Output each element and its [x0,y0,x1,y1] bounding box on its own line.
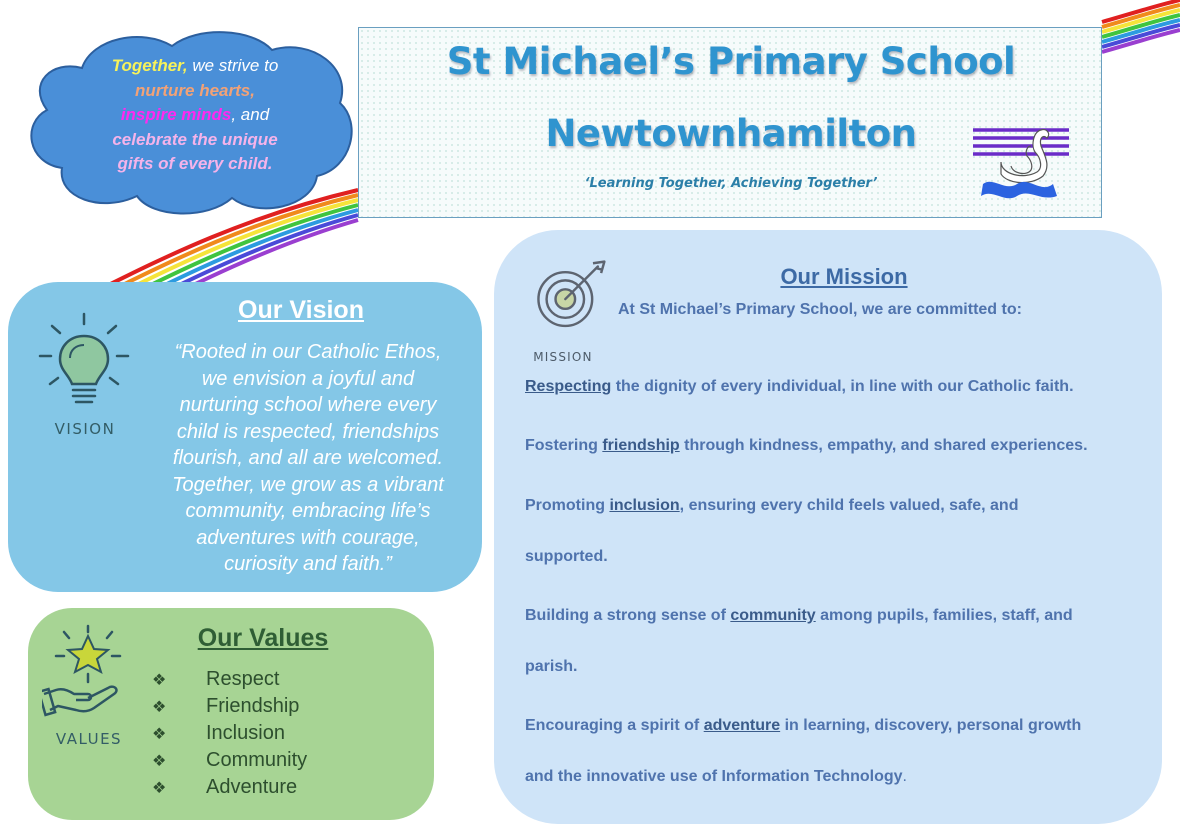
mission-text: among pupils, families, staff, and [815,607,1073,624]
vision-line: curiosity and faith.” [224,553,392,575]
school-town: Newtownhamilton [545,112,917,155]
mission-text: Fostering [525,437,603,454]
mission-title: Our Mission [780,264,908,289]
vision-line: community, embracing life’s [185,500,431,522]
mission-text: Building a strong sense of [525,607,731,624]
bullet-icon: ❖ [152,752,167,770]
vision-statement [148,339,468,578]
mission-caption: MISSION [533,350,593,364]
mission-keyword: friendship [602,437,680,454]
vision-line: we envision a joyful and [201,367,415,390]
bullet-icon: ❖ [152,698,167,716]
mission-line-inclusion-cont [525,548,1155,566]
mission-keyword: Respecting [525,378,612,395]
vision-line: Together, we grow as a vibrant [172,473,444,496]
mission-line-inclusion [525,497,1155,515]
list-item [152,693,392,720]
cloud-line-1: we strive to [187,56,279,75]
list-item [152,774,392,801]
cloud-slogan-text [70,54,320,177]
values-list [152,666,392,801]
vision-line: flourish, and all are welcomed. [172,447,444,469]
mission-text: parish. [525,658,578,675]
cloud-line-4: celebrate the unique [112,129,278,149]
vision-line: child is respected, friendships [176,420,440,443]
mission-text: through kindness, empathy, and shared experiences. [679,437,1088,454]
mission-line-respect [525,378,1155,396]
cloud-line-5: gifts of every child. [117,154,273,173]
vision-line: adventures with courage, [196,526,420,549]
mission-keyword: adventure [703,717,781,734]
list-item [152,666,392,693]
mission-text: supported. [525,548,608,565]
mission-keyword: community [730,607,816,624]
values-panel [28,608,434,820]
mission-text: Promoting [525,497,610,514]
mission-line-friendship [525,437,1155,455]
lightbulb-icon [38,312,130,412]
vision-panel [8,282,482,592]
school-motto: ‘Learning Together, Achieving Together’ [584,176,878,191]
list-item [152,747,392,774]
bullet-icon: ❖ [152,725,167,743]
vision-caption: VISION [54,420,116,438]
mission-line-community-cont [525,658,1155,676]
mission-text: Encouraging a spirit of [525,717,704,734]
bullet-icon: ❖ [152,671,167,689]
mission-text: the dignity of every individual, in line with our Catholic faith. [611,378,1074,395]
mission-text: and the innovative use of Information Technology [525,768,903,785]
value-label: Respect [206,668,280,690]
vision-line: nurturing school where every [179,394,437,416]
value-label: Adventure [206,776,298,798]
mission-keyword: inclusion [609,497,680,514]
mission-text: , ensuring every child feels valued, safe, and [679,497,1019,514]
value-label: Friendship [206,695,300,717]
value-label: Inclusion [206,722,285,744]
mission-panel [494,230,1162,824]
school-name: St Michael’s Primary School [446,40,1016,83]
slogan-cloud [22,28,360,218]
vision-title: Our Vision [238,296,364,324]
school-header [358,27,1102,218]
cloud-highlight-together: Together, [111,56,188,75]
values-caption: VALUES [55,730,123,748]
list-item [152,720,392,747]
mission-line-community [525,607,1155,625]
vision-line: “Rooted in our Catholic Ethos, [174,341,442,363]
values-title: Our Values [197,624,329,652]
mission-line-adventure [525,717,1155,735]
target-icon [528,260,614,330]
mission-text: in learning, discovery, personal growth [780,717,1082,734]
cloud-line-2: nurture hearts, [135,80,255,100]
mission-line-adventure-cont [525,768,1155,786]
cloud-highlight-inspire: inspire minds [120,105,232,124]
cloud-line-3: , and [231,105,270,124]
bullet-icon: ❖ [152,779,167,797]
value-label: Community [206,749,308,771]
swan-crest-icon [971,122,1071,202]
mission-intro: At St Michael’s Primary School, we are committed to: [618,301,1022,318]
star-in-hand-icon [42,624,134,720]
mission-text: . [902,768,907,785]
